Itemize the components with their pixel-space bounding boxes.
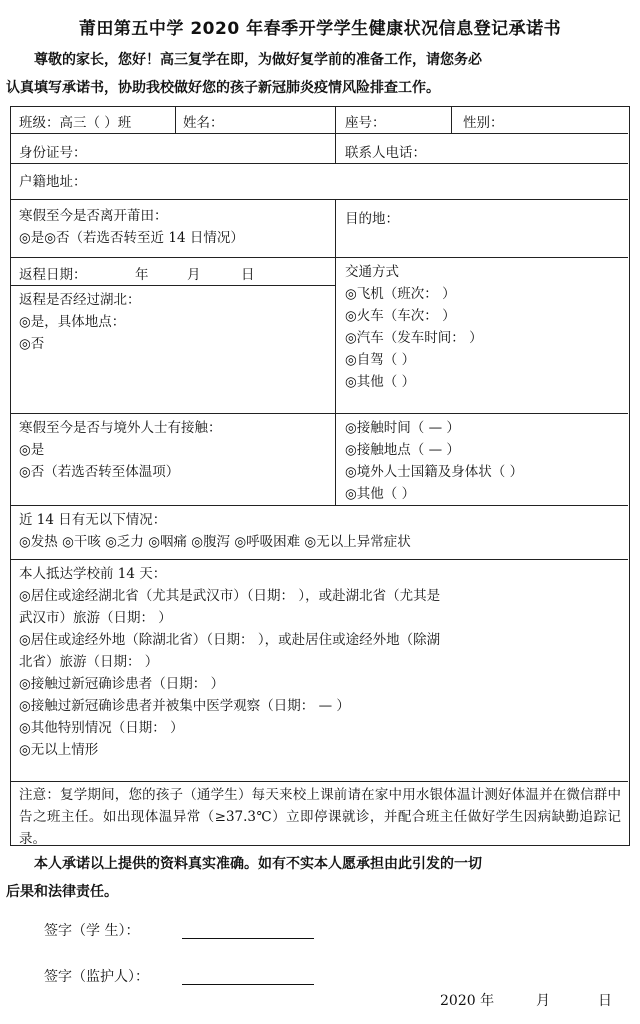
foreign-contact-option-no: ◎否（若选否转至体温项） [19,464,180,480]
contact-detail-item: ◎接触地点（ — ） [345,442,460,458]
name-field-label: 姓名： [183,115,224,131]
symptoms-question: 近 14 日有无以下情况： [19,512,167,528]
column-divider [451,107,452,133]
transport-option: ◎汽车（发车时间： ） [345,330,483,346]
id-number-label: 身份证号： [19,145,87,161]
return-date-day: 日 [241,267,255,283]
before-arrival-line: ◎居住或途经湖北省（尤其是武汉市）（日期： ），或赴湖北省（尤其是 [19,588,441,604]
intro-line-1: 尊敬的家长，您好！高三复学在即，为做好复学前的准备工作，请您务必 [34,52,482,68]
hubei-question: 返程是否经过湖北： [19,292,141,308]
row-divider [11,505,628,506]
pledge-line-1: 本人承诺以上提供的资料真实准确。如有不实本人愿承担由此引发的一切 [34,856,482,872]
student-signature-line[interactable] [182,938,314,939]
contact-detail-item: ◎其他（ ） [345,486,416,502]
row-divider [11,285,335,286]
hubei-transit-section [19,289,141,355]
intro-line-2: 认真填写承诺书，协助我校做好您的孩子新冠肺炎疫情风险排查工作。 [6,80,440,96]
row-divider [11,199,628,200]
attention-note: 注意：复学期间，您的孩子（通学生）每天来校上课前请在家中用水银体温计测好体温并在微信群中告之班主任。如出现体温异常（≥37.3℃）立即停课就诊，并配合班主任做好学生因病缺勤追踪记录。 [19,787,621,847]
household-address-label: 户籍地址： [19,174,87,190]
column-divider [335,199,336,505]
document-title: 莆田第五中学 2020 年春季开学学生健康状况信息登记承诺书 [78,19,562,39]
contact-detail-item: ◎接触时间（ — ） [345,420,460,436]
hubei-option-no: ◎否 [19,336,45,352]
row-divider [11,781,628,782]
guardian-signature-line[interactable] [182,984,314,985]
before-arrival-section [19,563,440,761]
contact-phone-label: 联系人电话： [345,145,426,161]
transport-option: ◎飞机（班次： ） [345,286,456,302]
left-putian-options: ◎是◎否（若选否转至近 14 日情况） [19,230,244,246]
return-date-year: 年 [135,267,149,283]
transport-option: ◎其他（ ） [345,374,416,390]
return-date-month: 月 [187,267,201,283]
symptoms-section [19,509,411,553]
pledge-line-2: 后果和法律责任。 [6,884,118,900]
before-arrival-line: ◎接触过新冠确诊患者（日期： ） [19,676,225,692]
before-arrival-line: 武汉市）旅游（日期： ） [19,610,172,626]
contact-detail-item: ◎境外人士国籍及身体状（ ） [345,464,524,480]
hubei-option-yes: ◎是，具体地点： [19,314,126,330]
before-arrival-line: ◎居住或途经外地（除湖北省）（日期： ），或赴居住或途经外地（除湖 [19,632,441,648]
row-divider [11,559,628,560]
before-arrival-line: ◎无以上情形 [19,742,99,758]
row-divider [11,257,628,258]
destination-label: 目的地： [345,211,399,227]
intro-paragraph [6,46,632,102]
foreign-contact-option-yes: ◎是 [19,442,45,458]
health-info-form [10,106,630,846]
gender-field-label: 性别： [463,115,504,131]
pledge-paragraph [6,850,632,906]
date-month: 月 [536,993,550,1009]
transport-label: 交通方式 [345,264,399,280]
before-arrival-line: ◎接触过新冠确诊患者并被集中医学观察（日期： — ） [19,698,350,714]
contact-details-section [345,417,523,505]
left-putian-section [19,205,244,249]
transport-option: ◎火车（车次： ） [345,308,456,324]
before-arrival-title: 本人抵达学校前 14 天： [19,566,167,582]
row-divider [11,413,628,414]
date-year: 2020 年 [440,993,495,1009]
foreign-contact-question: 寒假至今是否与境外人士有接触： [19,420,222,436]
guardian-signature-label: 签字（监护人）： [44,969,149,985]
seat-number-label: 座号： [345,115,386,131]
transport-section [345,261,483,393]
column-divider [335,107,336,163]
date-day: 日 [598,993,612,1009]
column-divider [175,107,176,133]
foreign-contact-section [19,417,222,483]
class-field-label: 班级：高三（ ）班 [19,115,132,131]
left-putian-question: 寒假至今是否离开莆田： [19,208,168,224]
row-divider [11,133,628,134]
student-signature-label: 签字（学 生）： [44,923,140,939]
before-arrival-line: ◎其他特别情况（日期： ） [19,720,184,736]
transport-option: ◎自驾（ ） [345,352,416,368]
return-date-label: 返程日期： [19,267,87,283]
row-divider [11,163,628,164]
before-arrival-line: 北省）旅游（日期： ） [19,654,159,670]
symptoms-options: ◎发热 ◎干咳 ◎乏力 ◎咽痛 ◎腹泻 ◎呼吸困难 ◎无以上异常症状 [19,534,411,550]
